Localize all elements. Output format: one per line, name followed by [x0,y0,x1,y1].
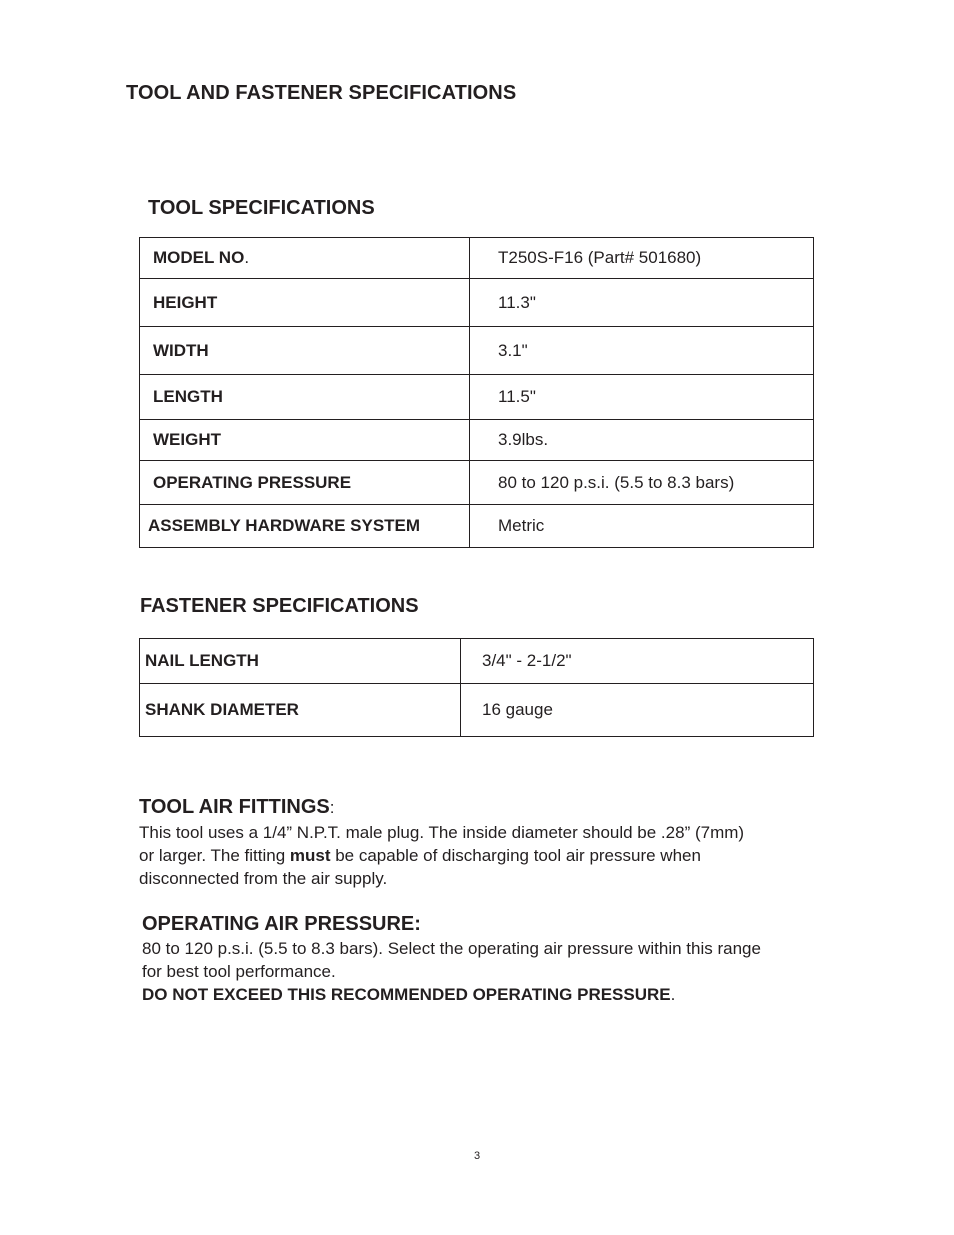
spec-label: SHANK DIAMETER [140,684,461,737]
spec-value: 3.1" [470,327,814,375]
table-row [140,279,814,327]
spec-value: T250S-F16 (Part# 501680) [470,238,814,279]
table-row [140,420,814,461]
page-number: 3 [473,1150,481,1162]
spec-label: MODEL NO [153,248,245,267]
spec-label-suffix: . [244,248,250,267]
spec-label: OPERATING PRESSURE [140,461,470,505]
operating-air-pressure-heading: OPERATING AIR PRESSURE: [142,913,421,935]
operating-air-pressure-section [142,913,842,1006]
table-row [140,327,814,375]
fastener-specifications-table [139,638,814,737]
tool-specifications-heading: TOOL SPECIFICATIONS [148,197,375,219]
spec-label: LENGTH [140,375,470,420]
emphasis-must: must [289,846,331,865]
page-title: TOOL AND FASTENER SPECIFICATIONS [126,82,517,104]
tool-specifications-table [139,237,814,548]
table-row [140,375,814,420]
spec-value: 11.3" [470,279,814,327]
spec-value: 80 to 120 p.s.i. (5.5 to 8.3 bars) [470,461,814,505]
text-run: or larger. The fitting [139,846,290,865]
spec-label: NAIL LENGTH [140,639,461,684]
spec-label: ASSEMBLY HARDWARE SYSTEM [140,505,470,548]
text-run: be capable of discharging tool air pressure when [330,846,701,865]
spec-value: 11.5" [470,375,814,420]
tool-air-fittings-section [139,796,839,890]
spec-value: Metric [470,505,814,548]
warning-line [142,983,842,1006]
table-row [140,505,814,548]
tool-air-fittings-heading: TOOL AIR FITTINGS [139,796,330,818]
spec-value: 3/4" - 2-1/2" [461,639,814,684]
spec-value: 16 gauge [461,684,814,737]
paragraph-line [139,844,839,867]
spec-value: 3.9lbs. [470,420,814,461]
pressure-warning: DO NOT EXCEED THIS RECOMMENDED OPERATING PRESSURE [142,985,671,1004]
table-row [140,461,814,505]
table-row [140,639,814,684]
table-row [140,684,814,737]
paragraph-line: 80 to 120 p.s.i. (5.5 to 8.3 bars). Select the operating air pressure within this range [142,939,761,958]
spec-label: HEIGHT [140,279,470,327]
spec-label: WIDTH [140,327,470,375]
spec-label-cell [140,238,470,279]
paragraph-line: for best tool performance. [142,962,336,981]
paragraph-line: This tool uses a 1/4” N.P.T. male plug. The inside diameter should be .28” (7mm) [139,823,745,842]
fastener-specifications-heading: FASTENER SPECIFICATIONS [140,595,419,617]
table-row [140,238,814,279]
paragraph-line: disconnected from the air supply. [139,869,388,888]
heading-colon: : [329,798,335,817]
spec-label: WEIGHT [140,420,470,461]
warning-period: . [670,985,676,1004]
